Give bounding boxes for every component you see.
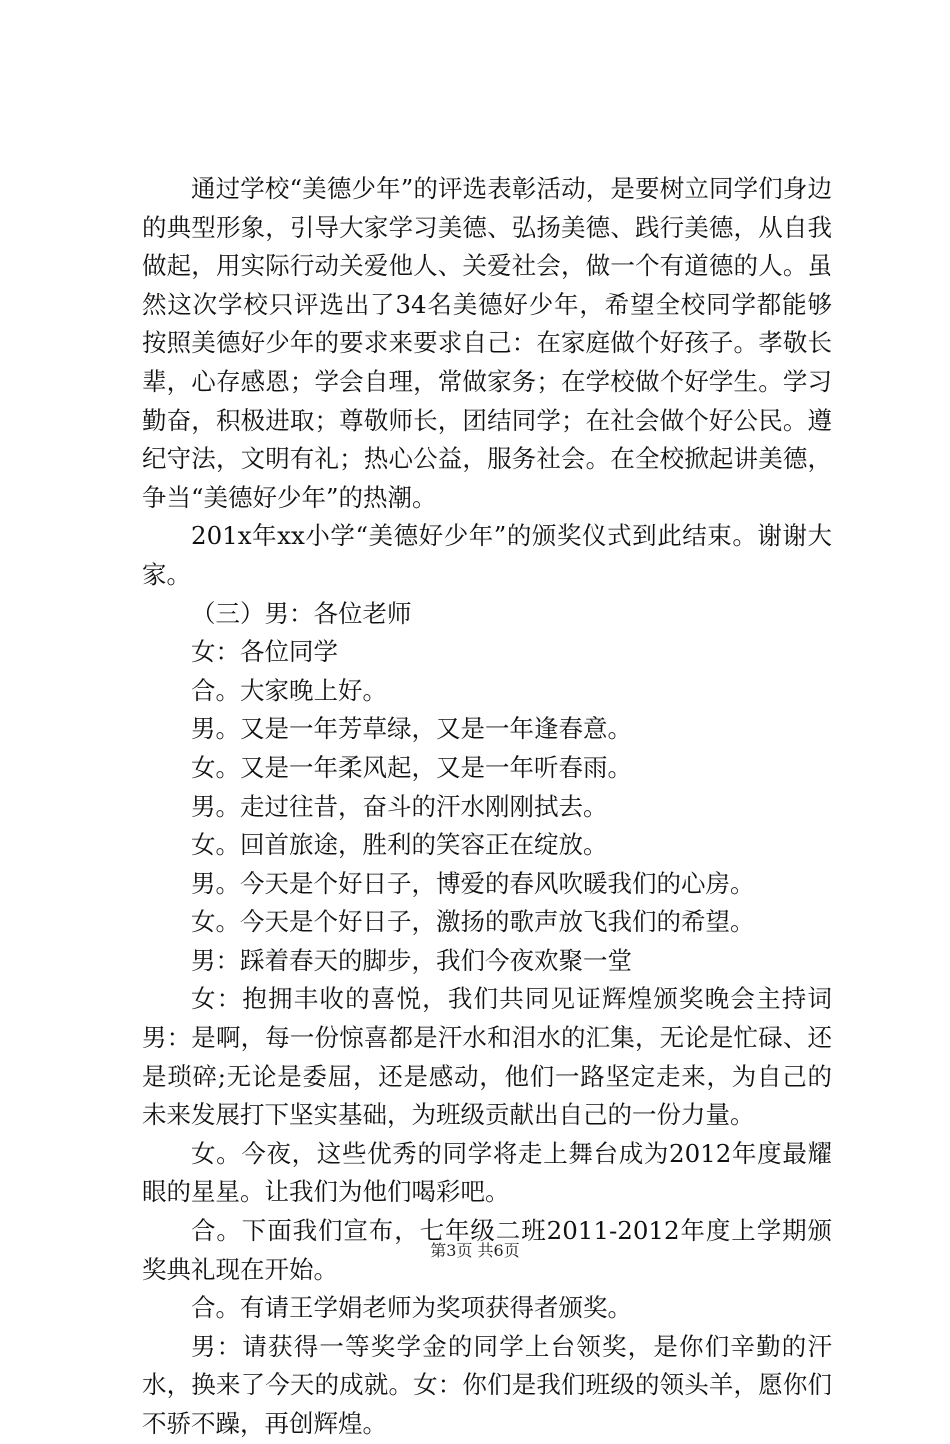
paragraph-section-three: （三）男：各位老师 (191, 598, 412, 628)
paragraph-dialogue: 女。今夜，这些优秀的同学将走上舞台成为2012年度最耀眼的星星。让我们为他们喝彩吧。 (142, 1138, 832, 1207)
paragraph-dialogue: 男：请获得一等奖学金的同学上台领奖，是你们辛勤的汗水，换来了今天的成就。女：你们是我们班级的领头羊，愿你们不骄不躁，再创辉煌。 (142, 1331, 832, 1438)
paragraph-dialogue: 男。今天是个好日子，博爱的春风吹暖我们的心房。 (191, 868, 755, 898)
paragraph-dialogue: 男。走过往昔，奋斗的汗水刚刚拭去。 (191, 791, 608, 821)
paragraph-dialogue: 女。今天是个好日子，激扬的歌声放飞我们的希望。 (191, 907, 755, 937)
paragraph-dialogue: 合。下面我们宣布，七年级二班2011-2012年度上学期颁奖典礼现在开始。 (142, 1216, 832, 1284)
paragraph-intro: 通过学校“美德少年”的评选表彰活动，是要树立同学们身边的典型形象，引导大家学习美德、弘扬美德、践行美德，从自我做起，用实际行动关爱他人、关爱社会，做一个有道德的人。虽然这次学校只评选出了34名美德好少年，希望全校同学都能够按照美德好少年的要求来要求自己：在家庭做个好孩子。孝敬长辈，心存感恩；学会自理，常做家务；在学校做个好学生。学习勤奋，积极进取；尊敬师长，团结同学；在社会做个好公民。遵纪守法，文明有礼；热心公益，服务社会。在全校掀起讲美德，争当“美德好少年”的热潮。 (142, 174, 832, 512)
paragraph-dialogue: 女：抱拥丰收的喜悦，我们共同见证辉煌颁奖晚会主持词男：是啊，每一份惊喜都是汗水和泪水的汇集，无论是忙碌、还是琐碎;无论是委屈，还是感动，他们一路坚定走来，为自己的未来发展打下坚实基础，为班级贡献出自己的一份力量。 (142, 984, 832, 1130)
paragraph-dialogue: 合。有请王学娟老师为奖项获得者颁奖。 (191, 1293, 632, 1323)
paragraph-dialogue: 女。回首旅途，胜利的笑容正在绽放。 (191, 830, 608, 860)
paragraph-dialogue: 合。大家晚上好。 (191, 675, 387, 705)
paragraph-dialogue: 女。又是一年柔风起，又是一年听春雨。 (191, 752, 632, 782)
paragraph-dialogue: 男：踩着春天的脚步，我们今夜欢聚一堂 (191, 945, 632, 975)
paragraph-dialogue: 女：各位同学 (191, 637, 338, 667)
page-number-footer: 第3页 共6页 (430, 1241, 520, 1260)
paragraph-closing: 201x年xx小学“美德好少年”的颁奖仪式到此结束。谢谢大家。 (142, 521, 832, 589)
paragraph-dialogue: 男。又是一年芳草绿，又是一年逢春意。 (191, 714, 632, 744)
